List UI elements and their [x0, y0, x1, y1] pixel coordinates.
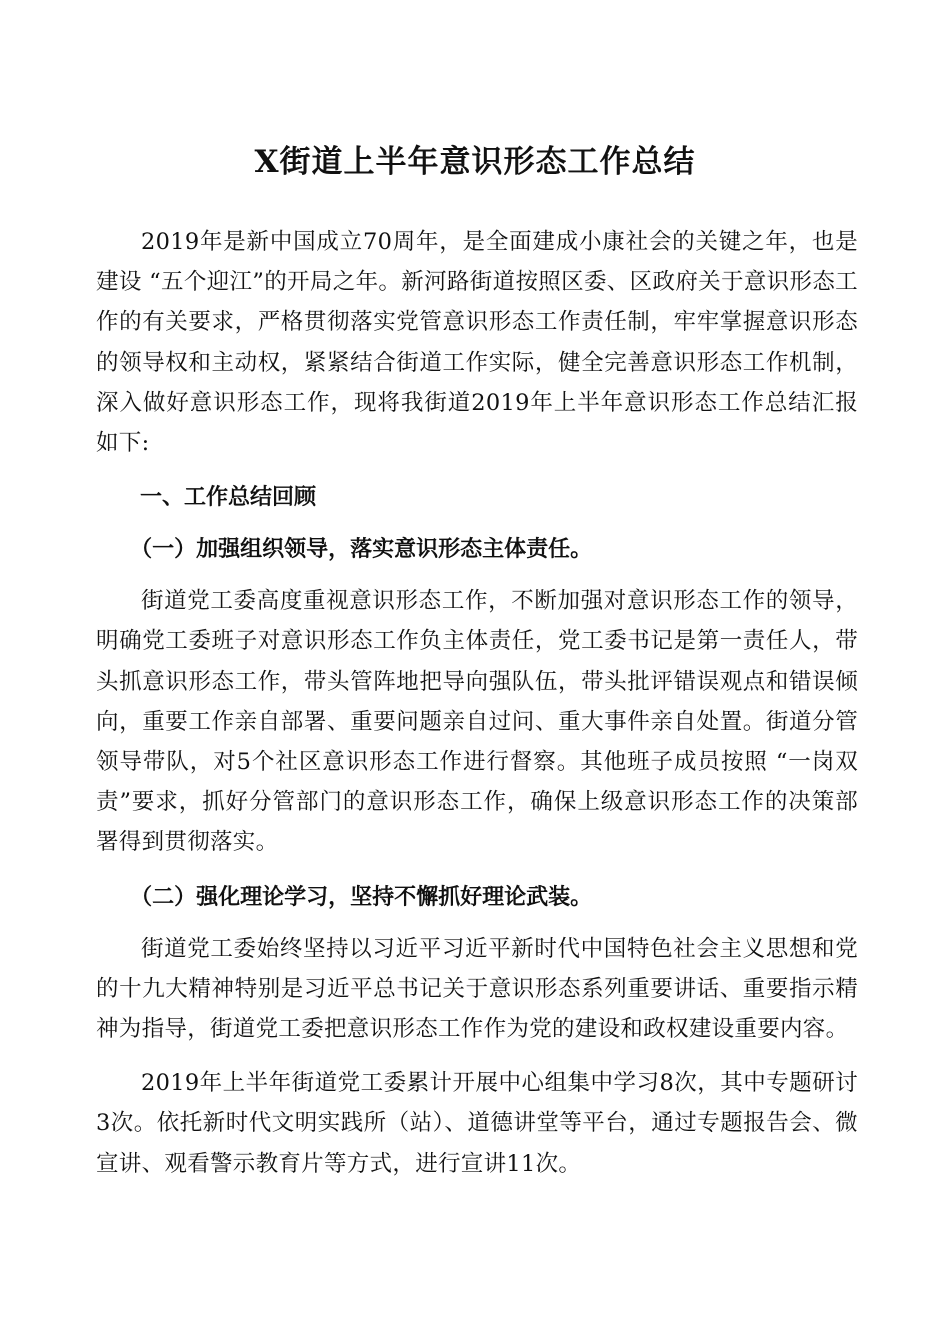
section-heading-1: 一、工作总结回顾	[140, 484, 317, 511]
document-title: X街道上半年意识形态工作总结	[254, 144, 696, 180]
subsection-heading-1: （一）加强组织领导，落实意识形态主体责任。	[130, 536, 593, 563]
subsection-2-paragraph-1: 街道党工委始终坚持以习近平习近平新时代中国特色社会主义思想和党的十九大精神特别是习近平总书记关于意识形态系列重要讲话、重要指示精神为指导，街道党工委把意识形态工作作为党的建设和政权建设重要内容。	[96, 935, 858, 1043]
intro-paragraph: 2019年是新中国成立70周年，是全面建成小康社会的关键之年，也是建设 “五个迎江”的开局之年。新河路街道按照区委、区政府关于意识形态工作的有关要求，严格贯彻落实党管意识形态工作责任制，牢牢掌握意识形态的领导权和主动权，紧紧结合街道工作实际，健全完善意识形态工作机制，深入做好意识形态工作，现将我街道2019年上半年意识形态工作总结汇报如下:	[96, 229, 858, 457]
document-body	[96, 222, 858, 1184]
subsection-1-paragraph: 街道党工委高度重视意识形态工作，不断加强对意识形态工作的领导，明确党工委班子对意识形态工作负主体责任，党工委书记是第一责任人，带头抓意识形态工作，带头管阵地把导向强队伍，带头批评错误观点和错误倾向，重要工作亲自部署、重要问题亲自过问、重大事件亲自处置。街道分管领导带队，对5个社区意识形态工作进行督察。其他班子成员按照 “一岗双责”要求，抓好分管部门的意识形态工作，确保上级意识形态工作的决策部署得到贯彻落实。	[96, 588, 858, 856]
subsection-2-paragraph-2: 2019年上半年街道党工委累计开展中心组集中学习8次，其中专题研讨3次。依托新时代文明实践所（站）、道德讲堂等平台，通过专题报告会、微宣讲、观看警示教育片等方式，进行宣讲11次。	[96, 1070, 858, 1177]
subsection-heading-2: （二）强化理论学习，坚持不懈抓好理论武装。	[130, 883, 593, 910]
